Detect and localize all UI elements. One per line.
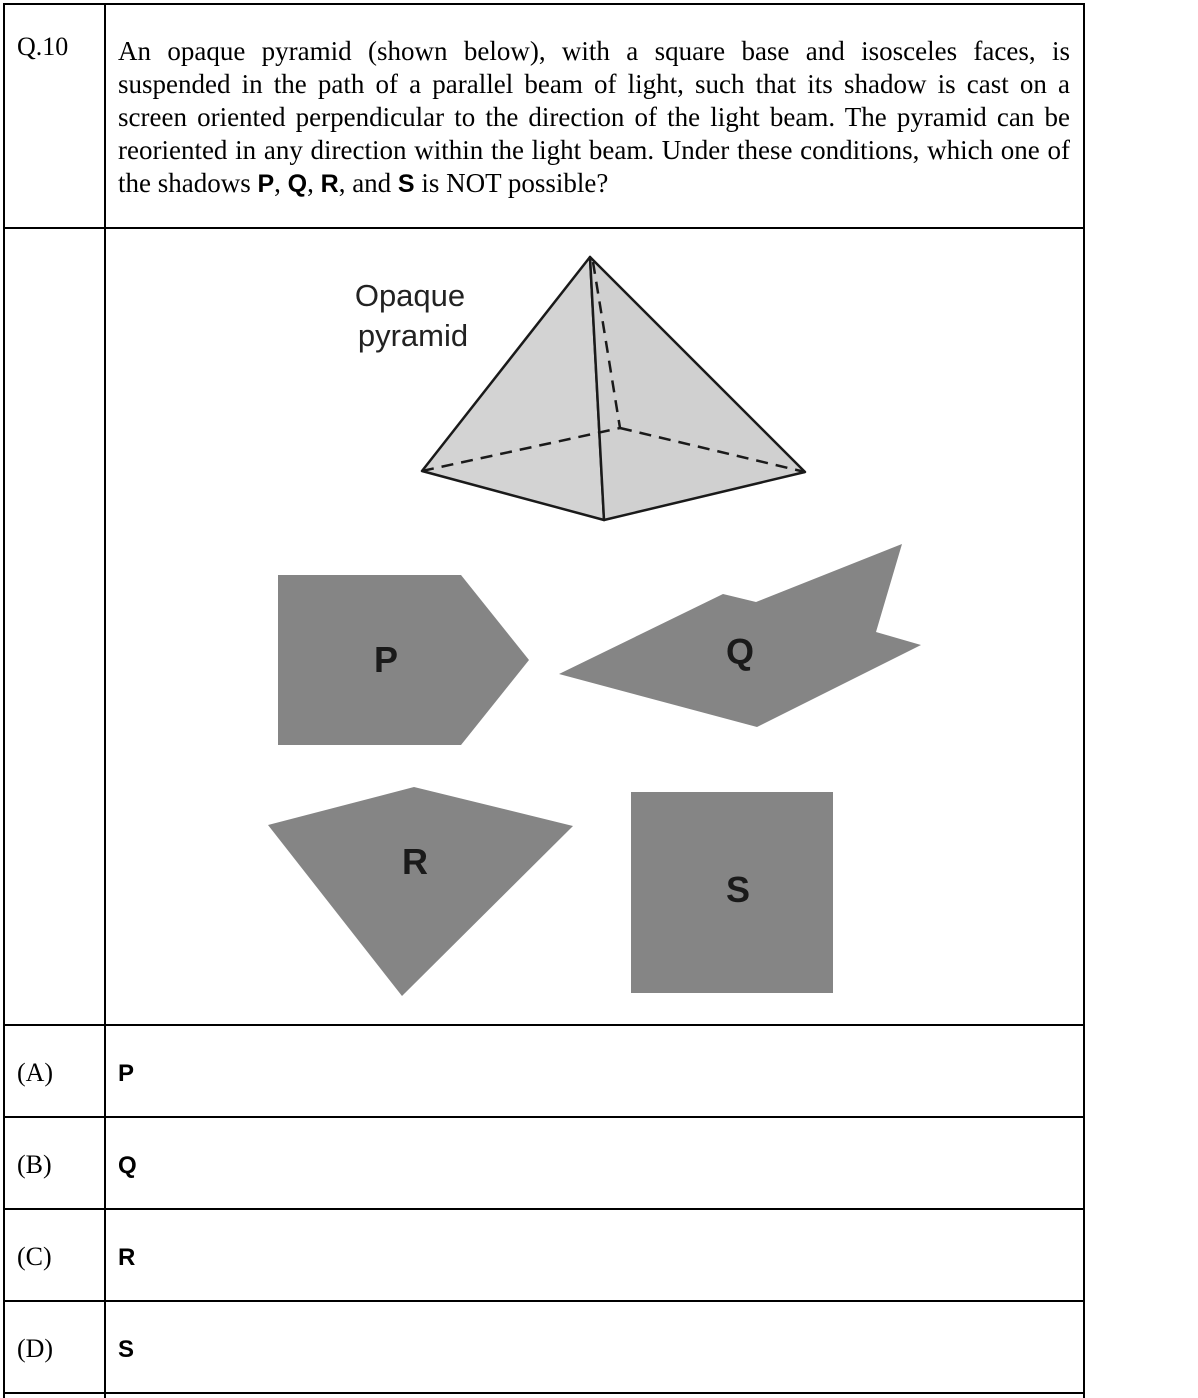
option-key-b: (B) <box>17 1150 52 1179</box>
pyramid-label-line2: pyramid <box>357 318 469 353</box>
question-text-part1: An opaque pyramid (shown below), with a square base and isosceles faces, is suspended in the path of a parallel beam of light, such that its shadow is cast on a screen oriented perpendicular to the direction of the light beam. The pyramid can be reoriented in any direction within the light beam. Under these conditions, which one of the shadows <box>118 36 1070 198</box>
question-text-part2: is NOT possible? <box>414 168 609 198</box>
shadow-s-label: S <box>725 869 751 910</box>
bold-option-p: P <box>257 170 275 198</box>
pyramid-face-right <box>590 257 805 520</box>
separator: , <box>274 168 288 198</box>
shadow-q-label: Q <box>725 631 755 672</box>
separator: , <box>307 168 321 198</box>
shadow-s <box>631 792 833 993</box>
option-key-d: (D) <box>17 1334 54 1363</box>
option-value-c: R <box>118 1244 136 1271</box>
shadow-p-shape <box>278 575 529 745</box>
question-number: Q.10 <box>17 32 69 61</box>
opaque-pyramid <box>355 257 805 520</box>
shadow-r-label: R <box>402 841 428 882</box>
option-value-b: Q <box>118 1152 137 1179</box>
pyramid-label-line1: Opaque <box>354 278 466 313</box>
bold-option-r: R <box>320 170 339 198</box>
bold-option-s: S <box>397 170 415 198</box>
option-value-a: P <box>118 1060 135 1087</box>
bold-option-q: Q <box>287 170 308 198</box>
shadow-r <box>268 787 573 996</box>
option-key-c: (C) <box>17 1242 52 1271</box>
option-key-a: (A) <box>17 1058 54 1087</box>
shadow-p <box>278 575 529 745</box>
shadow-q <box>559 544 921 727</box>
shadow-r-shape <box>268 787 573 996</box>
shadow-p-label: P <box>373 639 399 680</box>
separator: , and <box>338 168 398 198</box>
option-value-d: S <box>118 1336 135 1363</box>
